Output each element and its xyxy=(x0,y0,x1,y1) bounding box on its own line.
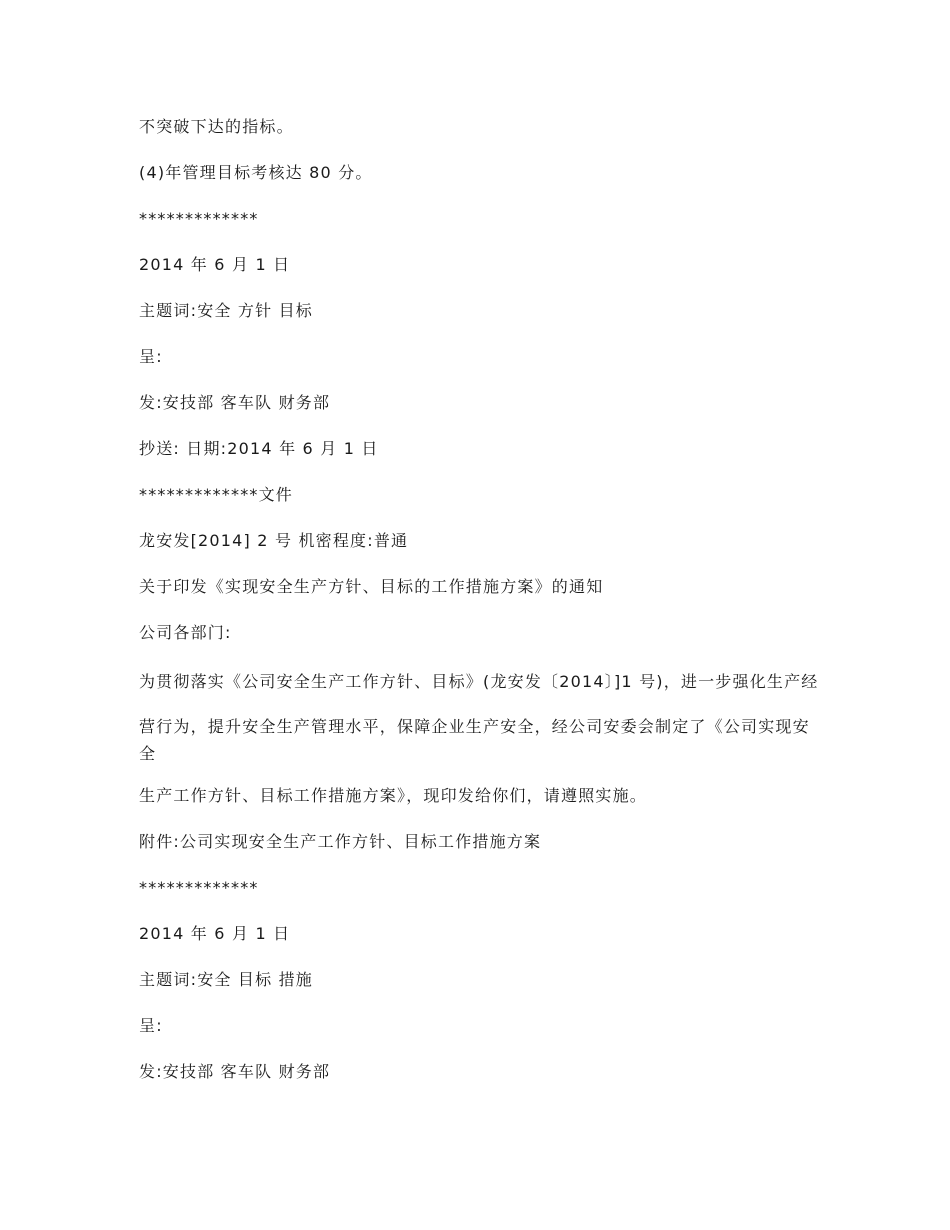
separator-line: ************* xyxy=(139,209,259,228)
body-paragraph-1: 为贯彻落实《公司安全生产工作方针、目标》(龙安发〔2014〕]1 号)，进一步强化生产经 xyxy=(139,672,819,691)
text-line: 不突破下达的指标。 xyxy=(139,117,294,136)
subject-keywords: 主题词:安全 目标 措施 xyxy=(139,970,313,989)
separator-line: ************* xyxy=(139,878,259,897)
body-paragraph-2: 营行为，提升安全生产管理水平，保障企业生产安全，经公司安委会制定了《公司实现安全 xyxy=(139,717,810,763)
subject-keywords: 主题词:安全 方针 目标 xyxy=(139,301,313,320)
file-header: *************文件 xyxy=(139,485,294,504)
submit-to: 呈: xyxy=(139,1016,163,1035)
submit-to: 呈: xyxy=(139,347,163,366)
document-number: 龙安发[2014] 2 号 机密程度:普通 xyxy=(139,531,409,550)
distribute-to: 发:安技部 客车队 财务部 xyxy=(139,393,331,412)
date-line: 2014 年 6 月 1 日 xyxy=(139,255,291,274)
body-paragraph-3: 生产工作方针、目标工作措施方案》，现印发给你们，请遵照实施。 xyxy=(139,786,648,805)
salutation: 公司各部门: xyxy=(139,623,232,642)
date-line: 2014 年 6 月 1 日 xyxy=(139,924,291,943)
cc-and-date: 抄送: 日期:2014 年 6 月 1 日 xyxy=(139,439,379,458)
text-line: (4)年管理目标考核达 80 分。 xyxy=(139,163,373,182)
notice-title: 关于印发《实现安全生产方针、目标的工作措施方案》的通知 xyxy=(139,577,604,596)
distribute-to: 发:安技部 客车队 财务部 xyxy=(139,1062,331,1081)
attachment-line: 附件:公司实现安全生产工作方针、目标工作措施方案 xyxy=(139,832,542,851)
document-body xyxy=(139,116,819,1107)
